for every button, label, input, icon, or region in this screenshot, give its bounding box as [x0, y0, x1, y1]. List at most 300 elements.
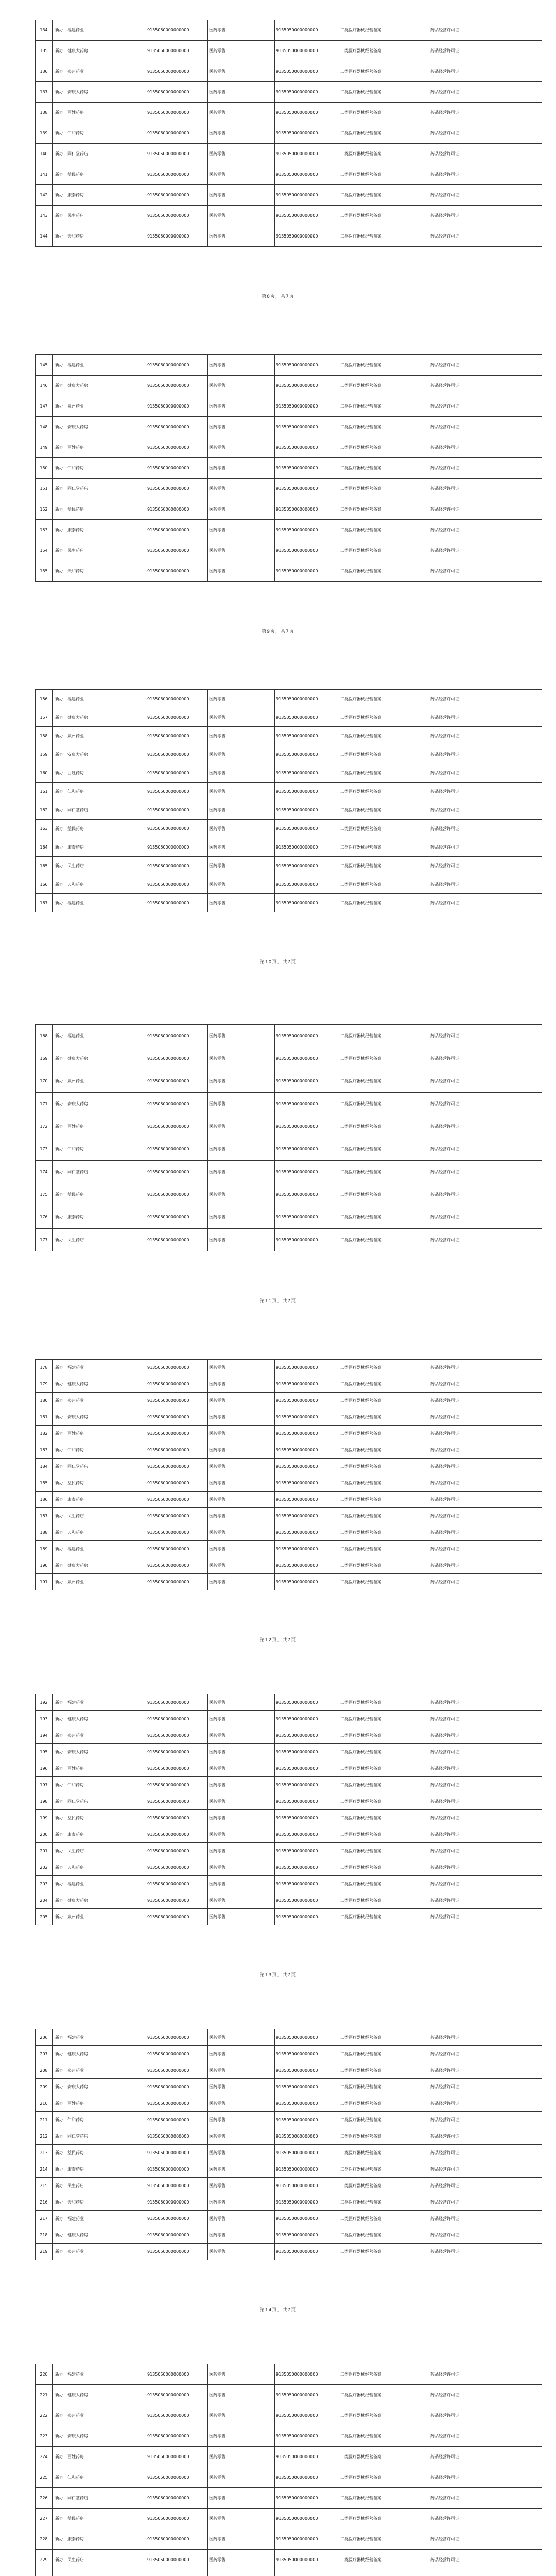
- table-row: [36, 2509, 542, 2529]
- table-cell: 170: [36, 1070, 53, 1093]
- table-cell: 二类医疗器械经营备案: [339, 1426, 429, 1442]
- page-number: [0, 293, 556, 299]
- table-row: [36, 2364, 542, 2385]
- table-cell: 二类医疗器械经营备案: [339, 1843, 429, 1859]
- table-cell: 二类医疗器械经营备案: [339, 520, 429, 540]
- table-cell: 9135050000000000: [146, 2227, 208, 2244]
- table-cell: 二类医疗器械经营备案: [339, 1442, 429, 1459]
- table-cell: 健康大药房: [66, 2385, 146, 2405]
- table-row: [36, 1557, 542, 1574]
- table-cell: 药品经营许可证: [429, 123, 542, 144]
- table-cell: 康泰药房: [66, 2161, 146, 2178]
- table-cell: 新办: [53, 875, 66, 894]
- table-cell: 医药零售: [208, 1393, 275, 1409]
- table-cell: 9135050000000000: [275, 144, 339, 164]
- table-cell: 健康大药房: [66, 41, 146, 61]
- table-row: [36, 1892, 542, 1909]
- table-cell: 药品经营许可证: [429, 2079, 542, 2095]
- table-cell: 9135050000000000: [146, 2029, 208, 2046]
- table-row: [36, 41, 542, 61]
- table-cell: 9135050000000000: [275, 2079, 339, 2095]
- table-cell: 9135050000000000: [146, 520, 208, 540]
- table-cell: 9135050000000000: [275, 1442, 339, 1459]
- table-cell: 药品经营许可证: [429, 1760, 542, 1777]
- table-cell: 221: [36, 2385, 53, 2405]
- table-cell: 新办: [53, 838, 66, 857]
- table-cell: 医药零售: [208, 1161, 275, 1183]
- table-cell: 新办: [53, 164, 66, 185]
- table-cell: [275, 2570, 339, 2576]
- table-cell: 9135050000000000: [275, 857, 339, 875]
- table-cell: 9135050000000000: [275, 2128, 339, 2145]
- table-row: [36, 1047, 542, 1070]
- table-row: [36, 2112, 542, 2128]
- table-cell: 9135050000000000: [146, 1777, 208, 1793]
- table-cell: 新办: [53, 479, 66, 499]
- table-cell: 医药零售: [208, 2095, 275, 2112]
- table-cell: 215: [36, 2178, 53, 2194]
- table-row: [36, 1909, 542, 1925]
- table-row: [36, 1876, 542, 1892]
- table-cell: 二类医疗器械经营备案: [339, 1892, 429, 1909]
- table-cell: 9135050000000000: [275, 2046, 339, 2062]
- table-cell: 9135050000000000: [146, 1093, 208, 1115]
- table-cell: 9135050000000000: [275, 1093, 339, 1115]
- table-cell: 新办: [53, 41, 66, 61]
- table-cell: 162: [36, 801, 53, 820]
- table-cell: 9135050000000000: [146, 561, 208, 582]
- table-cell: 143: [36, 206, 53, 226]
- table-cell: 医药零售: [208, 1475, 275, 1492]
- table-cell: 9135050000000000: [146, 2529, 208, 2550]
- table-cell: 二类医疗器械经营备案: [339, 690, 429, 708]
- table-cell: 新办: [53, 745, 66, 764]
- table-row: [36, 2178, 542, 2194]
- table-cell: 医药零售: [208, 2029, 275, 2046]
- table-cell: 9135050000000000: [146, 2161, 208, 2178]
- table-cell: 152: [36, 499, 53, 520]
- table-cell: 二类医疗器械经营备案: [339, 1206, 429, 1229]
- table-cell: 9135050000000000: [146, 1492, 208, 1508]
- table-cell: 二类医疗器械经营备案: [339, 1161, 429, 1183]
- table-cell: 二类医疗器械经营备案: [339, 1760, 429, 1777]
- table-cell: 185: [36, 1475, 53, 1492]
- table-cell: 健康大药房: [66, 1376, 146, 1393]
- table-cell: 9135050000000000: [146, 1025, 208, 1047]
- table-cell: 9135050000000000: [275, 417, 339, 437]
- table-row: [36, 499, 542, 520]
- page-number-label: 第12页，共7页: [259, 1638, 297, 1643]
- table-cell: 医药零售: [208, 1115, 275, 1138]
- table-cell: 新办: [53, 1892, 66, 1909]
- table-cell: 9135050000000000: [146, 2112, 208, 2128]
- table-cell: 安康大药房: [66, 2426, 146, 2447]
- table-cell: 二类医疗器械经营备案: [339, 2145, 429, 2161]
- table-cell: 196: [36, 1760, 53, 1777]
- table-cell: 医药零售: [208, 1557, 275, 1574]
- page-number: [0, 1636, 556, 1643]
- table-cell: 康泰药房: [66, 1206, 146, 1229]
- table-cell: 149: [36, 437, 53, 458]
- table-cell: 9135050000000000: [275, 61, 339, 82]
- table-cell: 天和药房: [66, 561, 146, 582]
- table-cell: 福建药业: [66, 2029, 146, 2046]
- table-cell: 新办: [53, 1047, 66, 1070]
- table-cell: 9135050000000000: [275, 2426, 339, 2447]
- table-row: [36, 708, 542, 727]
- table-cell: 二类医疗器械经营备案: [339, 1360, 429, 1376]
- table-row: [36, 1229, 542, 1251]
- table-cell: 新办: [53, 355, 66, 376]
- table-cell: 健康大药房: [66, 1557, 146, 1574]
- table-cell: 二类医疗器械经营备案: [339, 396, 429, 417]
- table-row: [36, 2405, 542, 2426]
- table-cell: 药品经营许可证: [429, 708, 542, 727]
- table-cell: 二类医疗器械经营备案: [339, 2488, 429, 2509]
- table-cell: 9135050000000000: [146, 2244, 208, 2260]
- table-cell: 药品经营许可证: [429, 1426, 542, 1442]
- table-cell: 健康大药房: [66, 1047, 146, 1070]
- table-cell: 9135050000000000: [146, 82, 208, 103]
- table-cell: 仁和药房: [66, 1777, 146, 1793]
- table-row: [36, 164, 542, 185]
- table-cell: 9135050000000000: [275, 376, 339, 396]
- table-cell: 9135050000000000: [275, 875, 339, 894]
- table-row: [36, 2227, 542, 2244]
- table-cell: 二类医疗器械经营备案: [339, 1093, 429, 1115]
- table-cell: 药品经营许可证: [429, 1138, 542, 1161]
- table-cell: 药品经营许可证: [429, 2161, 542, 2178]
- table-cell: 医药零售: [208, 561, 275, 582]
- table-cell: 9135050000000000: [146, 1183, 208, 1206]
- table-cell: 新办: [53, 1557, 66, 1574]
- table-cell: 新办: [53, 1393, 66, 1409]
- table-cell: 同仁堂药店: [66, 801, 146, 820]
- table-cell: 9135050000000000: [275, 1859, 339, 1876]
- table-cell: 137: [36, 82, 53, 103]
- table-cell: 二类医疗器械经营备案: [339, 103, 429, 123]
- table-cell: 9135050000000000: [275, 1892, 339, 1909]
- table-cell: 186: [36, 1492, 53, 1508]
- table-cell: 药品经营许可证: [429, 1777, 542, 1793]
- table-cell: 151: [36, 479, 53, 499]
- table-cell: 226: [36, 2488, 53, 2509]
- table-cell: 药品经营许可证: [429, 2211, 542, 2227]
- table-cell: 医药零售: [208, 2364, 275, 2385]
- table-cell: 康泰药房: [66, 838, 146, 857]
- table-cell: 医药零售: [208, 2488, 275, 2509]
- table-cell: 9135050000000000: [146, 103, 208, 123]
- table-cell: 同仁堂药店: [66, 479, 146, 499]
- table-row: [36, 520, 542, 540]
- table-cell: 9135050000000000: [146, 376, 208, 396]
- table-cell: 药品经营许可证: [429, 540, 542, 561]
- table-cell: 9135050000000000: [146, 479, 208, 499]
- table-row: [36, 1393, 542, 1409]
- table-cell: 二类医疗器械经营备案: [339, 1459, 429, 1475]
- table-cell: 9135050000000000: [146, 2095, 208, 2112]
- table-cell: 新办: [53, 2029, 66, 2046]
- table-cell: 二类医疗器械经营备案: [339, 2385, 429, 2405]
- table-cell: 二类医疗器械经营备案: [339, 1475, 429, 1492]
- table-cell: 203: [36, 1876, 53, 1892]
- table-cell: 新办: [53, 1475, 66, 1492]
- table-cell: 医药零售: [208, 1711, 275, 1727]
- table-cell: [208, 2570, 275, 2576]
- table-cell: 民生药店: [66, 1229, 146, 1251]
- table-cell: 药品经营许可证: [429, 2509, 542, 2529]
- table-cell: 新办: [53, 123, 66, 144]
- table-row: [36, 61, 542, 82]
- table-row: [36, 1574, 542, 1590]
- table-cell: 219: [36, 2244, 53, 2260]
- table-cell: 9135050000000000: [275, 1183, 339, 1206]
- table-cell: 药品经营许可证: [429, 2385, 542, 2405]
- table-cell: 医药零售: [208, 499, 275, 520]
- table-cell: 泉州药业: [66, 2062, 146, 2079]
- table-cell: 二类医疗器械经营备案: [339, 164, 429, 185]
- table-cell: 药品经营许可证: [429, 727, 542, 745]
- table-cell: 泉州药业: [66, 61, 146, 82]
- table-cell: 9135050000000000: [146, 1541, 208, 1557]
- table-cell: 药品经营许可证: [429, 820, 542, 838]
- table-row: [36, 561, 542, 582]
- table-cell: 181: [36, 1409, 53, 1426]
- table-cell: 177: [36, 1229, 53, 1251]
- licence-table: [35, 1024, 542, 1251]
- table-cell: 新办: [53, 1492, 66, 1508]
- table-cell: 药品经营许可证: [429, 2178, 542, 2194]
- table-row: [36, 1810, 542, 1826]
- table-cell: 药品经营许可证: [429, 2145, 542, 2161]
- table-cell: 166: [36, 875, 53, 894]
- table-row: [36, 123, 542, 144]
- table-cell: 药品经营许可证: [429, 1206, 542, 1229]
- table-cell: 新办: [53, 2046, 66, 2062]
- table-cell: [429, 2570, 542, 2576]
- table-cell: 医药零售: [208, 1876, 275, 1892]
- table-cell: 9135050000000000: [146, 1574, 208, 1590]
- table-cell: 154: [36, 540, 53, 561]
- table-cell: 二类医疗器械经营备案: [339, 1025, 429, 1047]
- table-cell: 163: [36, 820, 53, 838]
- table-cell: 医药零售: [208, 875, 275, 894]
- table-cell: 天和药房: [66, 2194, 146, 2211]
- table-cell: 二类医疗器械经营备案: [339, 1183, 429, 1206]
- table-cell: 9135050000000000: [146, 1909, 208, 1925]
- table-cell: 药品经营许可证: [429, 764, 542, 783]
- table-cell: 9135050000000000: [275, 355, 339, 376]
- table-cell: 9135050000000000: [275, 20, 339, 41]
- table-cell: 二类医疗器械经营备案: [339, 708, 429, 727]
- table-row: [36, 1183, 542, 1206]
- table-cell: 医药零售: [208, 2211, 275, 2227]
- table-row: [36, 1161, 542, 1183]
- table-cell: 223: [36, 2426, 53, 2447]
- table-cell: 225: [36, 2467, 53, 2488]
- table-cell: 9135050000000000: [275, 82, 339, 103]
- table-row: [36, 144, 542, 164]
- table-row: [36, 1115, 542, 1138]
- table-cell: 二类医疗器械经营备案: [339, 20, 429, 41]
- table-cell: 9135050000000000: [275, 1727, 339, 1744]
- table-cell: 医药零售: [208, 2062, 275, 2079]
- table-cell: 9135050000000000: [146, 2385, 208, 2405]
- table-row: [36, 1070, 542, 1093]
- table-row: [36, 82, 542, 103]
- table-cell: 147: [36, 396, 53, 417]
- table-cell: 仁和药房: [66, 1442, 146, 1459]
- table-cell: 新办: [53, 857, 66, 875]
- table-cell: 9135050000000000: [146, 355, 208, 376]
- table-row: [36, 540, 542, 561]
- table-cell: 医药零售: [208, 144, 275, 164]
- table-cell: 二类医疗器械经营备案: [339, 1826, 429, 1843]
- table-cell: 新办: [53, 1442, 66, 1459]
- table-cell: 9135050000000000: [146, 1508, 208, 1524]
- table-cell: 新办: [53, 2145, 66, 2161]
- table-cell: 健康大药房: [66, 2227, 146, 2244]
- table-cell: 新办: [53, 2194, 66, 2211]
- table-cell: 167: [36, 894, 53, 912]
- table-cell: 医药零售: [208, 2447, 275, 2467]
- table-cell: 新办: [53, 1777, 66, 1793]
- table-cell: 药品经营许可证: [429, 2128, 542, 2145]
- table-cell: 9135050000000000: [275, 1711, 339, 1727]
- table-row: [36, 437, 542, 458]
- table-cell: 195: [36, 1744, 53, 1760]
- table-cell: 199: [36, 1810, 53, 1826]
- table-cell: 药品经营许可证: [429, 226, 542, 247]
- table-cell: 189: [36, 1541, 53, 1557]
- table-cell: 9135050000000000: [275, 764, 339, 783]
- table-cell: 医药零售: [208, 1859, 275, 1876]
- table-cell: 141: [36, 164, 53, 185]
- table-row: [36, 479, 542, 499]
- table-cell: 二类医疗器械经营备案: [339, 2046, 429, 2062]
- table-cell: 9135050000000000: [146, 1557, 208, 1574]
- table-cell: 医药零售: [208, 2385, 275, 2405]
- table-cell: 医药零售: [208, 185, 275, 206]
- table-cell: 9135050000000000: [146, 1892, 208, 1909]
- table-cell: 医药零售: [208, 2079, 275, 2095]
- table-cell: 医药零售: [208, 2112, 275, 2128]
- table-cell: 9135050000000000: [275, 1744, 339, 1760]
- table-cell: 医药零售: [208, 1777, 275, 1793]
- table-cell: 160: [36, 764, 53, 783]
- table-cell: 182: [36, 1426, 53, 1442]
- table-cell: 医药零售: [208, 1793, 275, 1810]
- table-cell: 医药零售: [208, 2161, 275, 2178]
- table-cell: 9135050000000000: [146, 1047, 208, 1070]
- table-cell: 新办: [53, 2128, 66, 2145]
- table-row: [36, 2046, 542, 2062]
- table-row: [36, 1843, 542, 1859]
- table-cell: 二类医疗器械经营备案: [339, 1047, 429, 1070]
- table-cell: 二类医疗器械经营备案: [339, 185, 429, 206]
- table-cell: 二类医疗器械经营备案: [339, 144, 429, 164]
- table-cell: 200: [36, 1826, 53, 1843]
- table-cell: 医药零售: [208, 745, 275, 764]
- table-row: [36, 1793, 542, 1810]
- table-cell: 9135050000000000: [146, 1826, 208, 1843]
- table-cell: 药品经营许可证: [429, 41, 542, 61]
- table-cell: 134: [36, 20, 53, 41]
- table-cell: 民生药店: [66, 2550, 146, 2570]
- table-cell: 二类医疗器械经营备案: [339, 82, 429, 103]
- table-cell: 药品经营许可证: [429, 1524, 542, 1541]
- table-cell: 新办: [53, 2550, 66, 2570]
- table-row: [36, 226, 542, 247]
- table-cell: 药品经营许可证: [429, 2529, 542, 2550]
- table-cell: 医药零售: [208, 123, 275, 144]
- table-row: [36, 396, 542, 417]
- table-cell: 145: [36, 355, 53, 376]
- table-cell: 9135050000000000: [275, 2244, 339, 2260]
- table-cell: 医药零售: [208, 1541, 275, 1557]
- table-row: [36, 1025, 542, 1047]
- table-cell: 9135050000000000: [275, 1025, 339, 1047]
- table-cell: 9135050000000000: [275, 1161, 339, 1183]
- table-cell: 146: [36, 376, 53, 396]
- table-cell: 178: [36, 1360, 53, 1376]
- table-cell: 9135050000000000: [275, 1557, 339, 1574]
- table-row: [36, 2385, 542, 2405]
- table-row: [36, 1524, 542, 1541]
- table-cell: 药品经营许可证: [429, 2447, 542, 2467]
- table-cell: [36, 2570, 53, 2576]
- table-cell: 医药零售: [208, 61, 275, 82]
- table-cell: 健康大药房: [66, 1711, 146, 1727]
- table-row: [36, 838, 542, 857]
- table-cell: 165: [36, 857, 53, 875]
- table-cell: 二类医疗器械经营备案: [339, 2161, 429, 2178]
- table-cell: 泉州药业: [66, 727, 146, 745]
- page-number: [0, 1297, 556, 1304]
- table-cell: 二类医疗器械经营备案: [339, 2550, 429, 2570]
- table-cell: 药品经营许可证: [429, 1557, 542, 1574]
- table-cell: 二类医疗器械经营备案: [339, 1574, 429, 1590]
- table-row: [36, 1711, 542, 1727]
- table-cell: 医药零售: [208, 1574, 275, 1590]
- table-cell: 医药零售: [208, 801, 275, 820]
- table-cell: 211: [36, 2112, 53, 2128]
- table-cell: 新办: [53, 144, 66, 164]
- table-row: [36, 764, 542, 783]
- table-cell: 健康大药房: [66, 708, 146, 727]
- table-cell: 药品经营许可证: [429, 1161, 542, 1183]
- table-cell: 医药零售: [208, 2426, 275, 2447]
- table-cell: 9135050000000000: [275, 1810, 339, 1826]
- table-cell: 9135050000000000: [146, 1727, 208, 1744]
- table-cell: 9135050000000000: [146, 1206, 208, 1229]
- table-cell: 204: [36, 1892, 53, 1909]
- table-cell: 9135050000000000: [275, 226, 339, 247]
- table-cell: 医药零售: [208, 103, 275, 123]
- table-cell: 9135050000000000: [275, 727, 339, 745]
- table-cell: 二类医疗器械经营备案: [339, 1409, 429, 1426]
- table-cell: 百姓药房: [66, 1426, 146, 1442]
- table-cell: 新办: [53, 1229, 66, 1251]
- licence-table: [35, 2029, 542, 2260]
- table-cell: 药品经营许可证: [429, 144, 542, 164]
- table-cell: 医药零售: [208, 1047, 275, 1070]
- table-cell: 9135050000000000: [275, 1574, 339, 1590]
- table-cell: 9135050000000000: [146, 2128, 208, 2145]
- table-cell: 9135050000000000: [275, 2529, 339, 2550]
- table-row: [36, 1826, 542, 1843]
- table-cell: 医药零售: [208, 764, 275, 783]
